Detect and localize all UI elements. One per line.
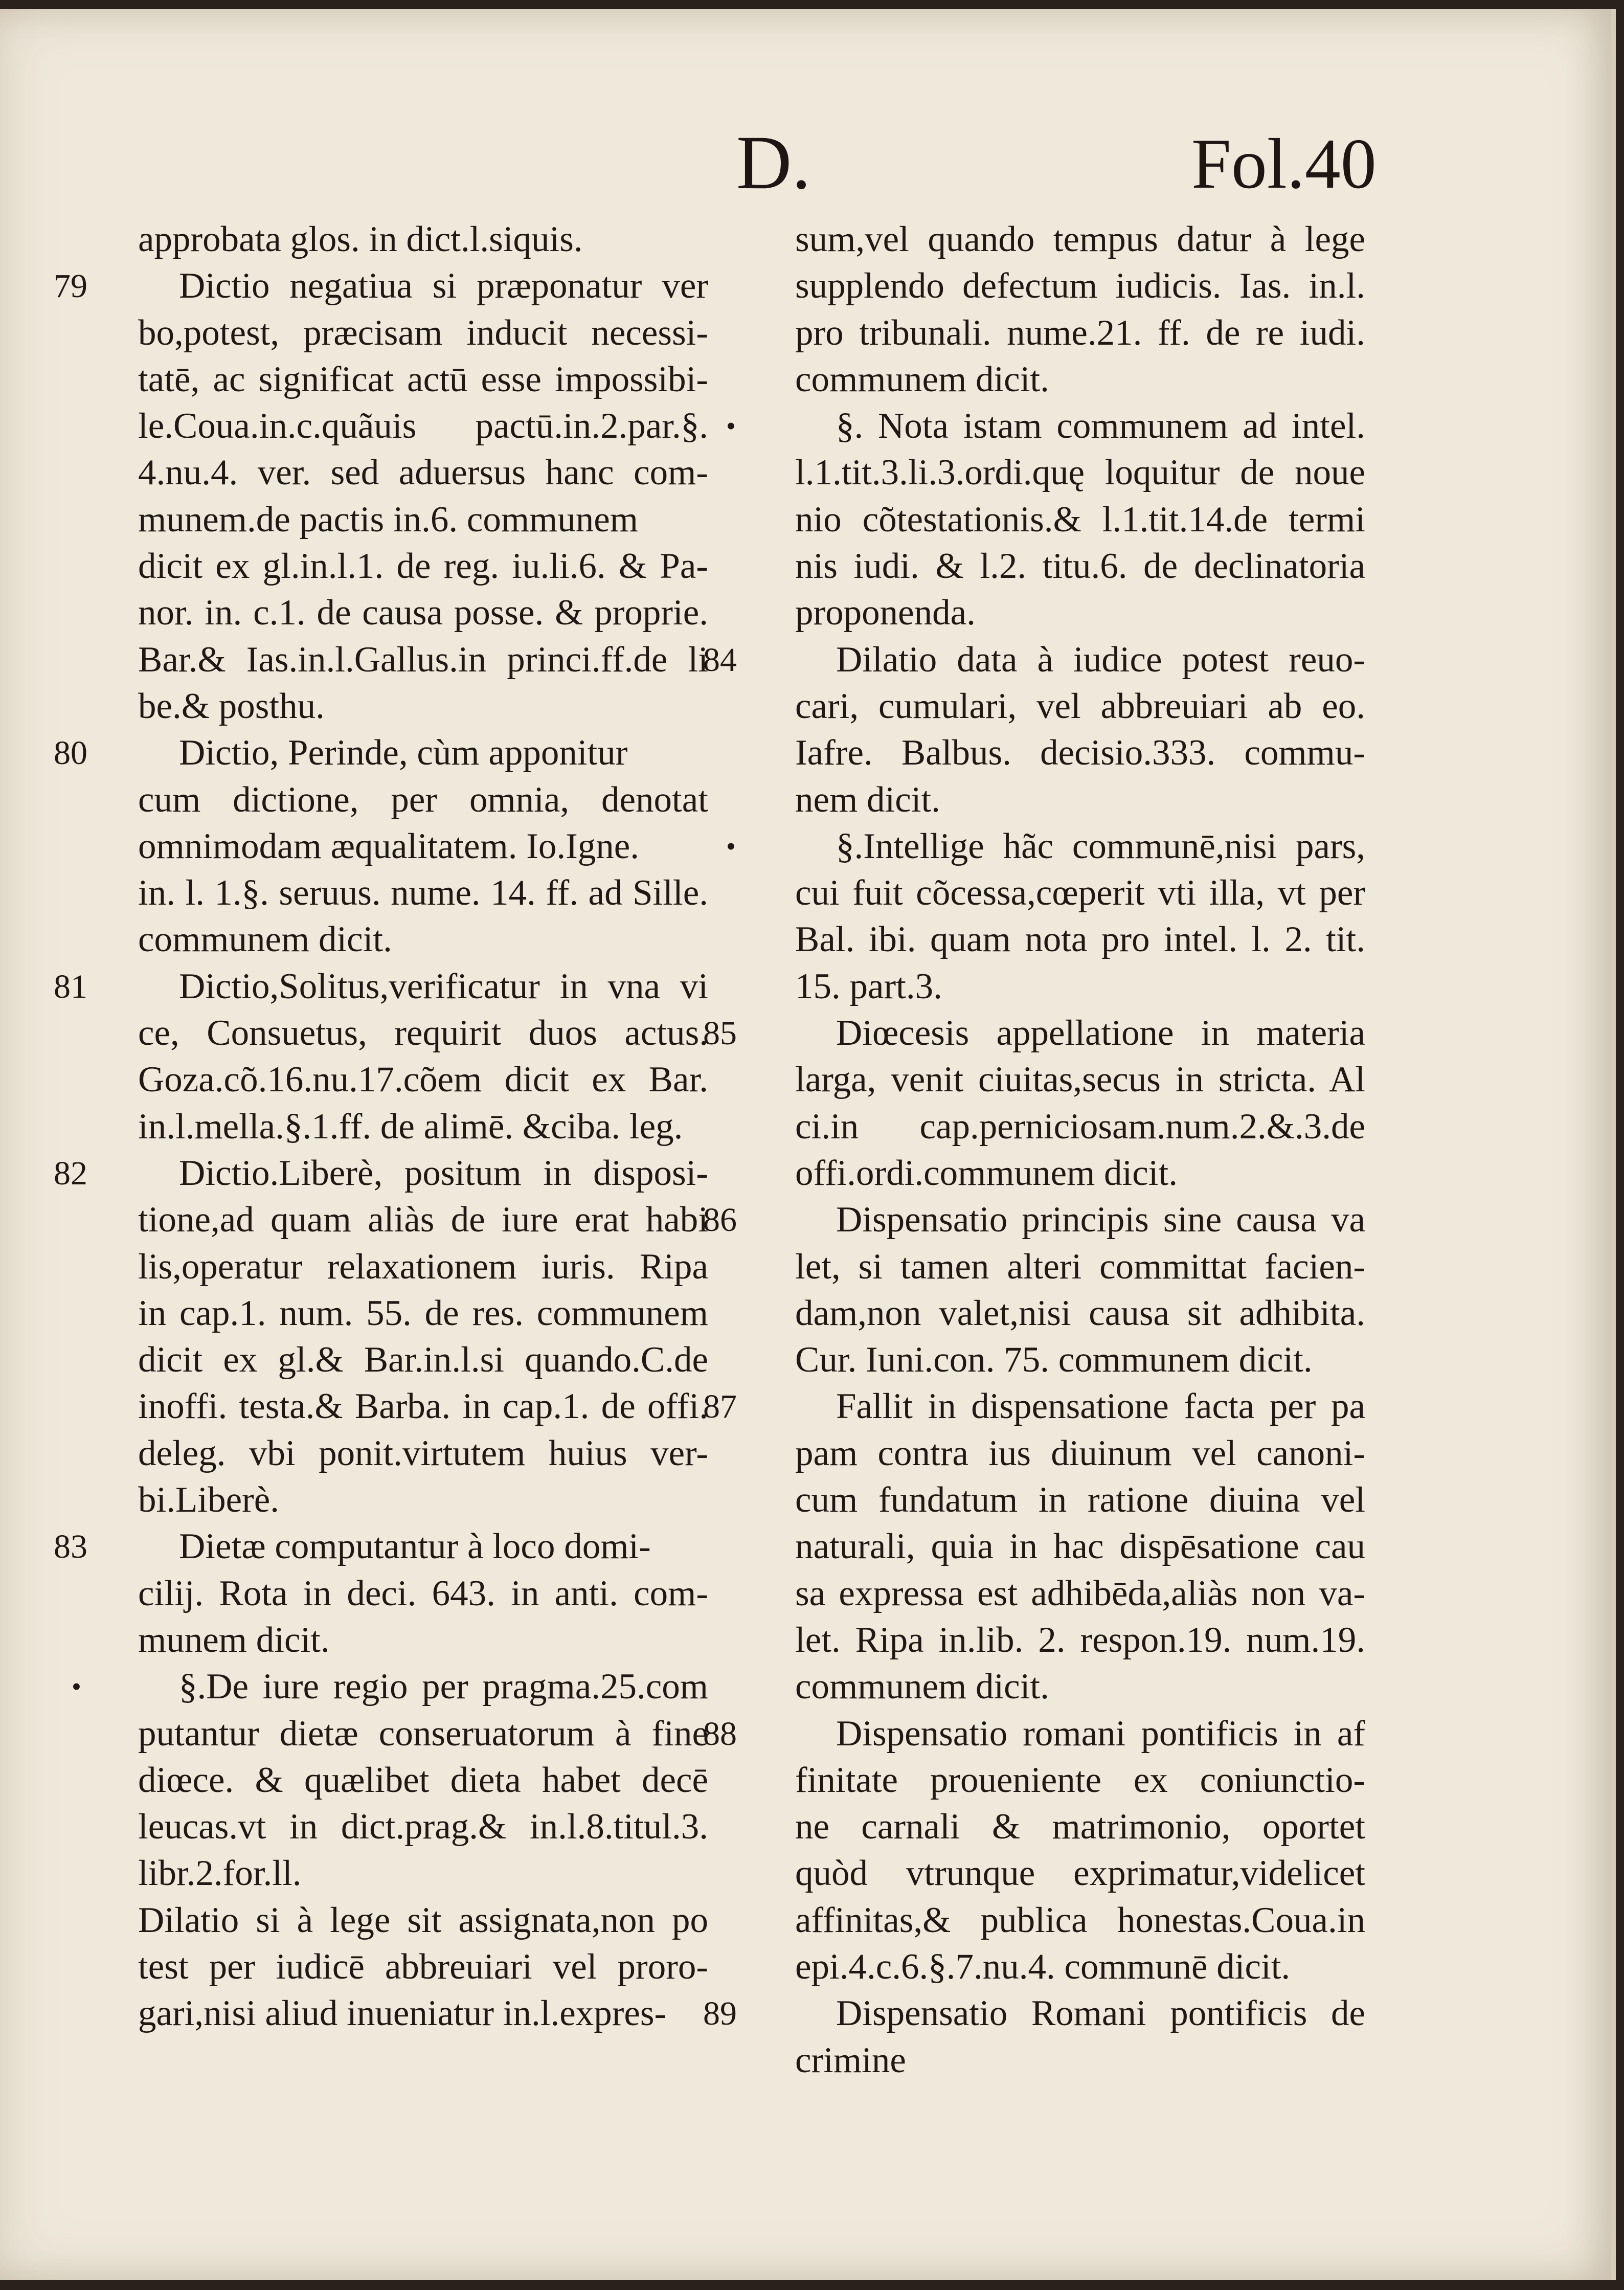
text-line: [795, 1104, 1365, 1150]
text-line: [795, 497, 1365, 543]
paragraph-number: 89: [703, 1995, 737, 2033]
line-text: test per iudicē abbreuiari vel proro-: [138, 1946, 708, 1987]
text-line: [138, 1197, 708, 1243]
line-text: proponenda.: [795, 593, 976, 633]
text-line: [54, 1150, 708, 1197]
text-line: [138, 1010, 708, 1057]
text-line: [795, 1944, 1365, 1990]
text-line: [54, 263, 708, 309]
paragraph-star-marker: •: [726, 830, 736, 862]
text-line: [138, 1477, 708, 1523]
text-line: [54, 730, 708, 776]
line-text: dam,non valet,nisi causa sit adhibita.: [795, 1293, 1365, 1333]
text-line: [138, 450, 708, 496]
paragraph-number: 84: [703, 641, 737, 679]
paragraph-number: 81: [54, 968, 87, 1005]
line-text: l.1.tit.3.li.3.ordi.quę loquitur de noue: [795, 453, 1365, 493]
line-text: pam contra ius diuinum vel canoni-: [795, 1433, 1365, 1473]
line-text: approbata glos. in dict.l.siquis.: [138, 219, 583, 259]
line-text: inoffi. testa.& Barba. in cap.1. de offi.: [138, 1386, 708, 1427]
text-line: [703, 637, 1365, 683]
line-text: putantur dietæ conseruatorum à fine: [138, 1713, 708, 1754]
text-line: [795, 1523, 1365, 1570]
text-line: [795, 1850, 1365, 1897]
line-text: Bal. ibi. quam nota pro intel. l. 2. tit.: [795, 919, 1365, 960]
line-text: let, si tamen alteri committat facien-: [795, 1246, 1365, 1287]
line-text: nis iudi. & l.2. titu.6. de declinatoria: [795, 546, 1365, 587]
text-line: [138, 216, 708, 263]
text-line: [138, 1711, 708, 1757]
text-line: [703, 1990, 1365, 2037]
line-text: in.l.mella.§.1.ff. de alimē. &ciba. leg.: [138, 1106, 683, 1147]
line-text: 4.nu.4. ver. sed aduersus hanc com-: [138, 453, 708, 493]
paragraph-number: 88: [703, 1715, 737, 1753]
line-text: munem dicit.: [138, 1620, 330, 1660]
text-line: [795, 1477, 1365, 1523]
text-line: [795, 1244, 1365, 1290]
line-text: diœce. & quælibet dieta habet decē: [138, 1760, 708, 1800]
text-line: [138, 777, 708, 823]
text-line: [138, 870, 708, 916]
line-text: nio cõtestationis.& l.1.tit.14.de termi: [795, 499, 1365, 540]
text-line: [54, 1523, 708, 1570]
line-text: supplendo defectum iudicis. Ias. in.l.: [795, 266, 1365, 306]
text-line: [138, 497, 708, 543]
text-line: [138, 1990, 708, 2037]
text-line: [795, 263, 1365, 309]
line-text: communem dicit.: [795, 359, 1049, 399]
line-text: Dictio, Perinde, cùm apponitur: [179, 733, 628, 773]
line-text: leucas.vt in dict.prag.& in.l.8.titul.3.: [138, 1807, 708, 1847]
line-text: gari,nisi aliud inueniatur in.l.expres-: [138, 1993, 667, 2034]
text-line: [138, 1850, 708, 1897]
line-text: cum fundatum in ratione diuina vel: [795, 1480, 1365, 1520]
text-line: [795, 1057, 1365, 1103]
text-line: [138, 1244, 708, 1290]
running-head: [0, 120, 1611, 205]
line-text: epi.4.c.6.§.7.nu.4. communē dicit.: [795, 1946, 1291, 1987]
line-text: nor. in. c.1. de causa posse. & proprie.: [138, 593, 708, 633]
folio-number: Fol.40: [1191, 124, 1377, 204]
line-text: §.Intellige hãc communē,nisi pars,: [836, 826, 1365, 866]
text-line: [795, 1290, 1365, 1337]
line-text: cum dictione, per omnia, denotat: [138, 779, 708, 820]
paragraph-number: 86: [703, 1201, 737, 1239]
text-line: [138, 1290, 708, 1337]
paragraph-star-marker: •: [72, 1671, 81, 1702]
text-line: [795, 1897, 1365, 1944]
line-text: Dilatio si à lege sit assignata,non po: [138, 1900, 708, 1940]
text-line: [795, 1804, 1365, 1850]
line-text: crimine: [795, 2040, 906, 2080]
text-line: [795, 1150, 1365, 1197]
left-column: [54, 216, 708, 2037]
paragraph-number: 80: [54, 734, 87, 772]
text-line: [138, 1804, 708, 1850]
text-line: [795, 2037, 1365, 2084]
text-line: [795, 1664, 1365, 1710]
text-line: [138, 1383, 708, 1430]
text-line: [138, 1757, 708, 1804]
text-line: [795, 310, 1365, 356]
text-line: [138, 310, 708, 356]
line-text: let. Ripa in.lib. 2. respon.19. num.19.: [795, 1620, 1365, 1660]
line-text: naturali, quia in hac dispēsatione cau: [795, 1526, 1365, 1567]
line-text: dicit ex gl.in.l.1. de reg. iu.li.6. & Pa-: [138, 546, 708, 587]
line-text: offi.ordi.communem dicit.: [795, 1153, 1178, 1193]
line-text: Dilatio data à iudice potest reuo-: [836, 639, 1365, 680]
book-page: [0, 9, 1616, 2280]
paragraph-number: 82: [54, 1154, 87, 1192]
text-line: [138, 1570, 708, 1617]
line-text: Dispensatio principis sine causa va: [836, 1200, 1365, 1240]
text-line: [54, 963, 708, 1010]
text-line: [138, 1944, 708, 1990]
line-text: communem dicit.: [795, 1667, 1049, 1707]
line-text: tione,ad quam aliàs de iure erat habi: [138, 1200, 708, 1240]
text-line: [703, 1197, 1365, 1243]
line-text: Cur. Iuni.con. 75. communem dicit.: [795, 1340, 1313, 1380]
line-text: Diœcesis appellatione in materia: [836, 1013, 1365, 1053]
line-text: dicit ex gl.& Bar.in.l.si quando.C.de: [138, 1340, 708, 1380]
text-line: [795, 1430, 1365, 1477]
text-line: [138, 1897, 708, 1944]
text-line: [726, 823, 1365, 870]
paragraph-number: 85: [703, 1015, 737, 1052]
text-line: [138, 543, 708, 590]
text-line: [795, 450, 1365, 496]
text-line: [795, 683, 1365, 730]
line-text: Goza.cõ.16.nu.17.cõem dicit ex Bar.: [138, 1060, 708, 1100]
line-text: munem.de pactis in.6. communem: [138, 499, 639, 540]
line-text: pro tribunali. nume.21. ff. de re iudi.: [795, 312, 1365, 353]
paragraph-number: 79: [54, 267, 87, 305]
line-text: ci.in cap.perniciosam.num.2.&.3.de: [795, 1106, 1365, 1147]
text-line: [138, 1337, 708, 1383]
right-column: [703, 216, 1365, 2084]
paragraph-number: 83: [54, 1528, 87, 1566]
line-text: omnimodam æqualitatem. Io.Igne.: [138, 826, 639, 866]
signature-letter: D.: [736, 120, 811, 205]
text-line: [726, 403, 1365, 450]
line-text: nem dicit.: [795, 779, 940, 820]
text-line: [138, 1430, 708, 1477]
line-text: finitate proueniente ex coniunctio-: [795, 1760, 1365, 1800]
line-text: larga, venit ciuitas,secus in stricta. Al: [795, 1060, 1365, 1100]
text-line: [795, 1757, 1365, 1804]
text-line: [138, 1104, 708, 1150]
line-text: §. Nota istam communem ad intel.: [836, 406, 1365, 446]
line-text: deleg. vbi ponit.virtutem huius ver-: [138, 1433, 708, 1473]
paragraph-number: 87: [703, 1388, 737, 1426]
line-text: in. l. 1.§. seruus. nume. 14. ff. ad Sille.: [138, 873, 708, 913]
text-line: [795, 870, 1365, 916]
line-text: libr.2.for.ll.: [138, 1853, 302, 1894]
line-text: Dietæ computantur à loco domi-: [179, 1526, 651, 1567]
line-text: ne carnali & matrimonio, oportet: [795, 1807, 1365, 1847]
line-text: cilij. Rota in deci. 643. in anti. com-: [138, 1573, 708, 1613]
text-line: [138, 1057, 708, 1103]
text-line: [138, 823, 708, 870]
text-line: [138, 1617, 708, 1664]
line-text: lis,operatur relaxationem iuris. Ripa: [138, 1246, 708, 1287]
text-line: [795, 216, 1365, 263]
text-line: [138, 590, 708, 636]
line-text: 15. part.3.: [795, 966, 942, 1006]
line-text: ce, Consuetus, requirit duos actus.: [138, 1013, 708, 1053]
paragraph-star-marker: •: [726, 411, 736, 442]
line-text: affinitas,& publica honestas.Coua.in: [795, 1900, 1365, 1940]
text-line: [795, 1570, 1365, 1617]
text-line: [703, 1383, 1365, 1430]
line-text: tatē, ac significat actū esse impossibi-: [138, 359, 708, 399]
line-text: Fallit in dispensatione facta per pa: [836, 1386, 1365, 1427]
line-text: Dictio negatiua si præponatur ver: [179, 266, 708, 306]
text-line: [795, 543, 1365, 590]
line-text: communem dicit.: [138, 919, 392, 960]
text-line: [138, 916, 708, 963]
text-line: [72, 1664, 708, 1710]
text-line: [703, 1711, 1365, 1757]
text-line: [795, 356, 1365, 403]
line-text: be.& posthu.: [138, 686, 325, 726]
text-line: [795, 916, 1365, 963]
text-line: [138, 356, 708, 403]
text-line: [795, 1617, 1365, 1664]
text-line: [703, 1010, 1365, 1057]
text-line: [795, 730, 1365, 776]
line-text: cari, cumulari, vel abbreuiari ab eo.: [795, 686, 1365, 726]
text-line: [138, 683, 708, 730]
text-line: [138, 403, 708, 450]
line-text: Dispensatio Romani pontificis de: [836, 1993, 1365, 2034]
line-text: in cap.1. num. 55. de res. communem: [138, 1293, 708, 1333]
line-text: bi.Liberè.: [138, 1480, 279, 1520]
line-text: quòd vtrunque exprimatur,videlicet: [795, 1853, 1365, 1894]
line-text: Bar.& Ias.in.l.Gallus.in princi.ff.de li: [138, 639, 708, 680]
text-line: [795, 777, 1365, 823]
text-line: [795, 963, 1365, 1010]
line-text: le.Coua.in.c.quãuis pactū.in.2.par.§.: [138, 406, 708, 446]
line-text: cui fuit cõcessa,cœperit vti illa, vt per: [795, 873, 1365, 913]
line-text: Dispensatio romani pontificis in af: [836, 1713, 1365, 1754]
line-text: sa expressa est adhibēda,aliàs non va-: [795, 1573, 1365, 1613]
text-line: [138, 637, 708, 683]
line-text: Dictio.Liberè, positum in disposi-: [179, 1153, 708, 1193]
line-text: Iafre. Balbus. decisio.333. commu-: [795, 733, 1365, 773]
line-text: §.De iure regio per pragma.25.com: [179, 1667, 708, 1707]
line-text: bo,potest, præcisam inducit necessi-: [138, 312, 708, 353]
line-text: Dictio,Solitus,verificatur in vna vi: [179, 966, 708, 1006]
line-text: sum,vel quando tempus datur à lege: [795, 219, 1365, 259]
text-line: [795, 590, 1365, 636]
text-line: [795, 1337, 1365, 1383]
